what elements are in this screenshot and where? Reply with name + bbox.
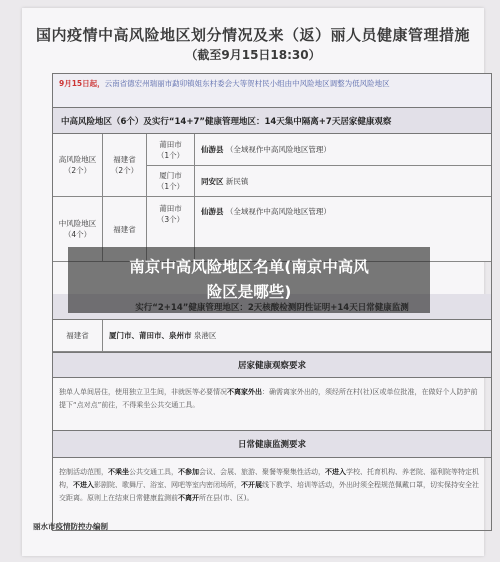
city-cell: 莆田市 （3个）	[147, 197, 195, 262]
section2-cities: 厦门市、莆田市、泉州市	[109, 331, 192, 340]
county-cell	[195, 134, 491, 166]
county-desc: 新民镇	[225, 176, 249, 186]
county-name: 同安区	[201, 176, 224, 186]
section4-body	[59, 466, 484, 505]
section2-cities-cell	[103, 320, 491, 352]
county-name: 仙游县	[201, 207, 224, 216]
province-cell: 福建省 （2个）	[103, 134, 147, 197]
section4-text: 所在县(市、区)。	[199, 494, 254, 502]
risk-level-medium: 中风险地区 （4个）	[53, 197, 103, 262]
article-title-overlay[interactable]	[68, 247, 430, 313]
county-cell	[195, 166, 491, 197]
section3-text: 独单人单间居住，使用独立卫生间，非就医等必要情况	[59, 388, 227, 396]
document-subtitle: （截至9月15日18:30）	[185, 48, 321, 62]
section3-header: 居家健康观察要求	[53, 352, 491, 378]
section4-text: 控制活动范围，	[59, 468, 108, 476]
section4-emphasis: 不开展	[241, 481, 262, 489]
city-cell: 莆田市 （1个）	[147, 134, 195, 166]
document-footer: 丽水市疫情防控办编制	[33, 522, 108, 531]
section4-emphasis: 不进入	[73, 481, 94, 489]
section3-text: ：确需离家外出的，须经所在村(社)区或单位批准，在做好个人防护前提下“点对点”前往，不得乘坐公共交通工具。	[59, 388, 478, 409]
document-title: 国内疫情中高风险地区划分情况及来（返）丽人员健康管理措施	[35, 26, 470, 44]
notice-date: 9月15日起，	[59, 79, 105, 88]
section1-header: 中高风险地区（6个）及实行“14+7”健康管理地区：14天集中隔离+7天居家健康观察	[53, 108, 491, 134]
county-desc: （全域视作中高风险地区管理）	[225, 145, 331, 154]
overlay-line2: 险区是哪些)	[206, 283, 292, 301]
section4-text: 线下教学、培训等活动，外出时须全程规范佩戴口罩，切实保持安全社交距离。原则上在结束日常健康监测前	[59, 481, 479, 502]
section4-text: 学校、托育机构、养老院、福利院等特定机构，	[59, 468, 479, 489]
section4-header: 日常健康监测要求	[53, 430, 491, 458]
section4-text: 影剧院、歌舞厅、浴室、网吧等室内密闭场所，	[94, 481, 241, 489]
section4-text: 公共交通工具，	[129, 468, 178, 476]
section4-emphasis: 不离开	[178, 494, 199, 502]
section3-body	[59, 386, 484, 412]
county-name: 仙游县	[201, 145, 224, 154]
section4-emphasis: 不乘坐	[108, 468, 129, 476]
section4-emphasis: 不进入	[325, 468, 346, 476]
section2-district: 泉港区	[193, 331, 217, 340]
section4-text: 会议、会展、旅游、聚餐等聚集性活动，	[199, 468, 325, 476]
section3-emphasis: 不离家外出	[227, 388, 262, 396]
section2-province: 福建省	[53, 320, 103, 352]
county-desc: （全域视作中高风险地区管理）	[225, 207, 331, 216]
province-cell: 福建省	[103, 197, 147, 262]
city-cell: 厦门市 （1个）	[147, 166, 195, 197]
overlay-line1: 南京中高风险地区名单(南京中高风	[129, 258, 369, 276]
section4-emphasis: 不参加	[178, 468, 199, 476]
notice-text: 云南省德宏州瑞丽市勐卯镇姐东村委会大等贺村民小组由中风险地区调整为低风险地区	[104, 79, 390, 88]
risk-level-high: 高风险地区 （2个）	[53, 134, 103, 197]
update-notice	[53, 74, 491, 108]
